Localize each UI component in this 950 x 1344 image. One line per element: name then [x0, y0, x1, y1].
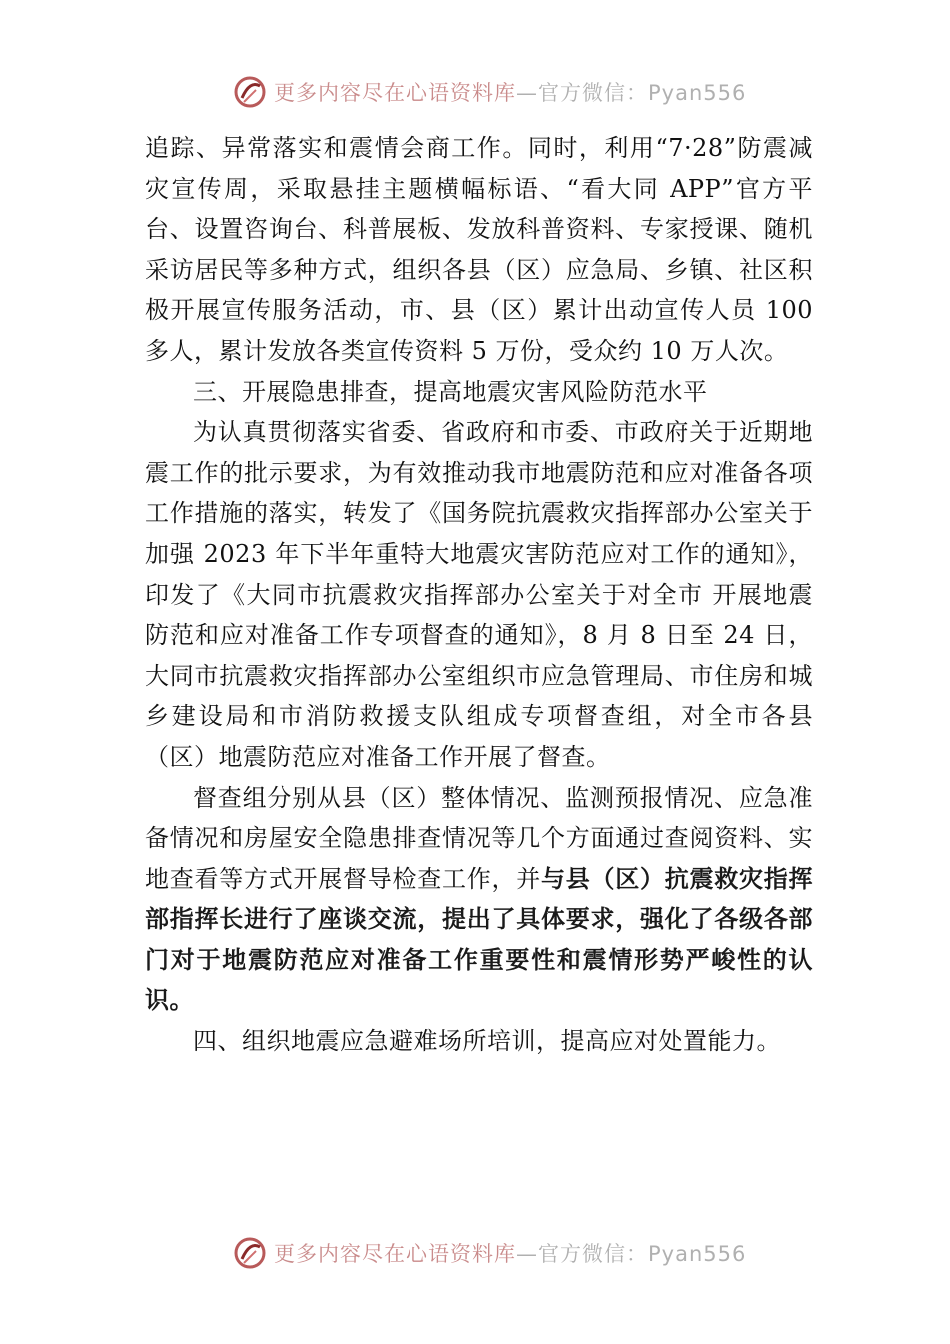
- footer-dash: —: [516, 1242, 538, 1266]
- inspection-team-text-bold: 与县（区）抗震救灾指挥部指挥长进行了座谈交流，提出了具体要求，强化了各级各部门对于地震防范应对准备工作重要性和震情形势严峻性的认识。: [145, 864, 813, 1015]
- footer-wechat-label: 官方微信：: [538, 1242, 648, 1266]
- document-body: [145, 128, 813, 1062]
- banner-wechat-label: 官方微信：: [538, 81, 648, 105]
- banner-text: [274, 77, 746, 107]
- header-banner: [232, 72, 747, 112]
- brand-logo-icon: [232, 74, 268, 110]
- brand-logo-icon: [232, 1235, 268, 1271]
- banner-dash: —: [516, 81, 538, 105]
- footer-site-text: 更多内容尽在心语资料库: [274, 1242, 516, 1266]
- section-heading-four: 四、组织地震应急避难场所培训，提高应对处置能力。: [193, 1027, 781, 1056]
- paragraph-inspection-team: [145, 778, 813, 1022]
- section-heading-three: 三、开展隐患排查，提高地震灾害风险防范水平: [193, 377, 708, 406]
- footer-banner: [232, 1233, 747, 1273]
- footer-wechat-id: Pyan556: [648, 1242, 747, 1266]
- banner-site-text: 更多内容尽在心语资料库: [274, 81, 516, 105]
- paragraph-inspection-notice: 为认真贯彻落实省委、省政府和市委、市政府关于近期地震工作的批示要求，为有效推动我市地震防范和应对准备各项工作措施的落实，转发了《国务院抗震救灾指挥部办公室关于加强 2023 年下半年重特大地震灾害防范应对工作的通知》，印发了《大同市抗震救灾指挥部办公室关于对全市 开展地震防范和应对准备工作专项督查的通知》，8 月 8 日至 24 日，大同市抗震救灾指挥部办公室组织市应急管理局、市住房和城乡建设局和市消防救援支队组成专项督查组，对全市各县（区）地震防范应对准备工作开展了督查。: [145, 418, 813, 771]
- paragraph-continued: 追踪、异常落实和震情会商工作。同时，利用“7·28”防震减灾宣传周，采取悬挂主题横幅标语、“看大同 APP”官方平台、设置咨询台、科普展板、发放科普资料、专家授课、随机采访居民等多种方式，组织各县（区）应急局、乡镇、社区积极开展宣传服务活动，市、县（区）累计出动宣传人员 100 多人，累计发放各类宣传资料 5 万份，受众约 10 万人次。: [145, 134, 813, 365]
- banner-wechat-id: Pyan556: [648, 81, 747, 105]
- footer-banner-text: [274, 1238, 746, 1268]
- inspection-team-text: 督查组分别从县（区）整体情况、监测预报情况、应急准备情况和房屋安全隐患排查情况等几个方面通过查阅资料、实地查看等方式开展督导检查工作，并: [145, 783, 813, 893]
